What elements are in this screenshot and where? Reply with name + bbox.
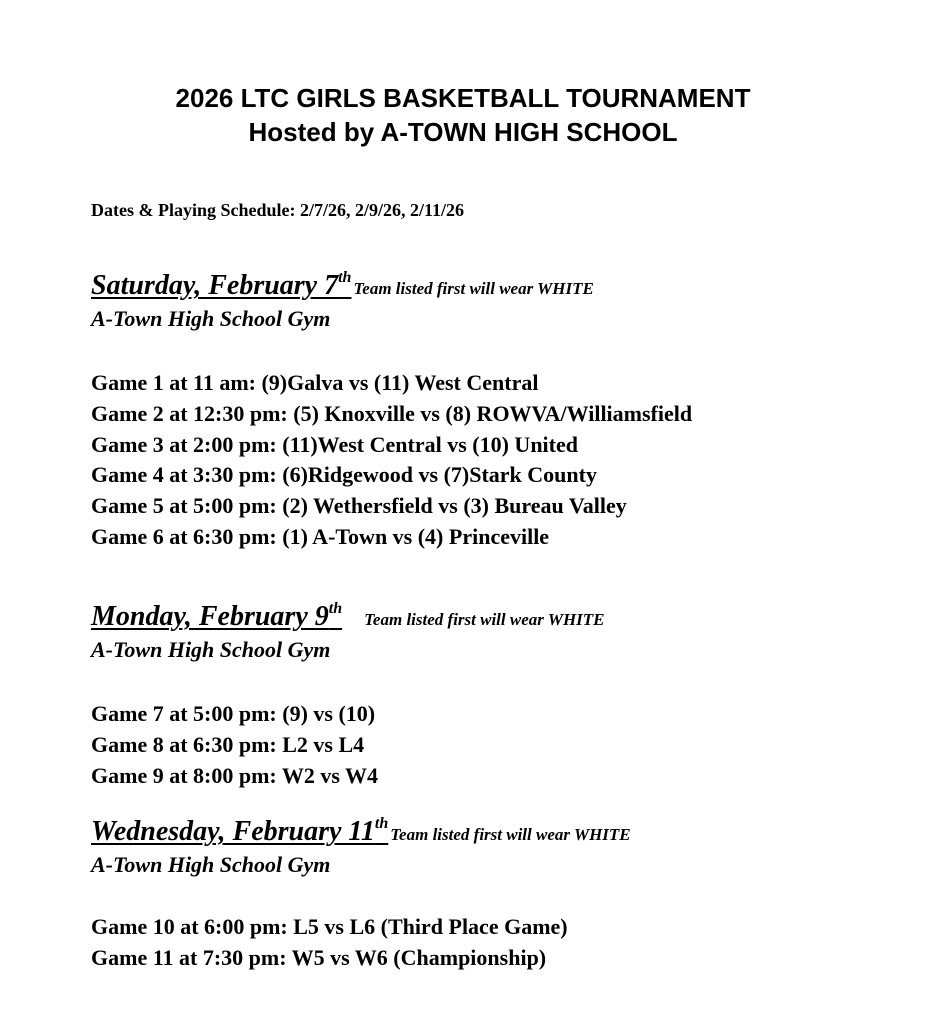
schedule-dates: Dates & Playing Schedule: 2/7/26, 2/9/26, 2/11/26 [91,200,465,220]
game-list-wednesday [91,912,568,974]
game-line: Game 2 at 12:30 pm: (5) Knoxville vs (8) ROWVA/Williamsfield [91,400,693,426]
game-list-saturday [91,368,692,553]
venue: A-Town High School Gym [91,306,331,331]
game-line: Game 4 at 3:30 pm: (6)Ridgewood vs (7)Stark County [91,462,597,488]
game-line: Game 11 at 7:30 pm: W5 vs W6 (Championship) [91,944,547,970]
game-list-monday [91,699,378,791]
day-section-saturday [91,270,594,334]
day-heading: Wednesday, February 11th [91,815,389,847]
uniform-note: Team listed first will wear WHITE [390,825,631,844]
ordinal-suffix: th [374,815,389,832]
game-line: Game 1 at 11 am: (9)Galva vs (11) West Central [91,370,539,395]
day-heading: Saturday, February 7th [91,269,352,301]
game-line: Game 8 at 6:30 pm: L2 vs L4 [91,731,365,757]
game-line: Game 3 at 2:00 pm: (11)West Central vs (10) United [91,431,578,457]
uniform-note: Team listed first will wear WHITE [353,279,594,298]
venue: A-Town High School Gym [91,852,331,877]
game-line: Game 9 at 8:00 pm: W2 vs W4 [91,762,379,788]
day-section-wednesday [91,816,631,880]
ordinal-suffix: th [328,600,343,617]
uniform-note: Team listed first will wear WHITE [364,610,605,629]
host-subtitle: Hosted by A-TOWN HIGH SCHOOL [248,117,678,147]
game-line: Game 10 at 6:00 pm: L5 vs L6 (Third Place Game) [91,914,568,939]
tournament-title: 2026 LTC GIRLS BASKETBALL TOURNAMENT [175,83,751,113]
game-line: Game 7 at 5:00 pm: (9) vs (10) [91,701,376,726]
day-section-monday [91,601,605,665]
day-heading: Monday, February 9th [91,600,343,632]
game-line: Game 6 at 6:30 pm: (1) A-Town vs (4) Princeville [91,523,550,549]
game-line: Game 5 at 5:00 pm: (2) Wethersfield vs (3) Bureau Valley [91,493,627,519]
ordinal-suffix: th [338,269,352,286]
venue: A-Town High School Gym [91,637,331,662]
